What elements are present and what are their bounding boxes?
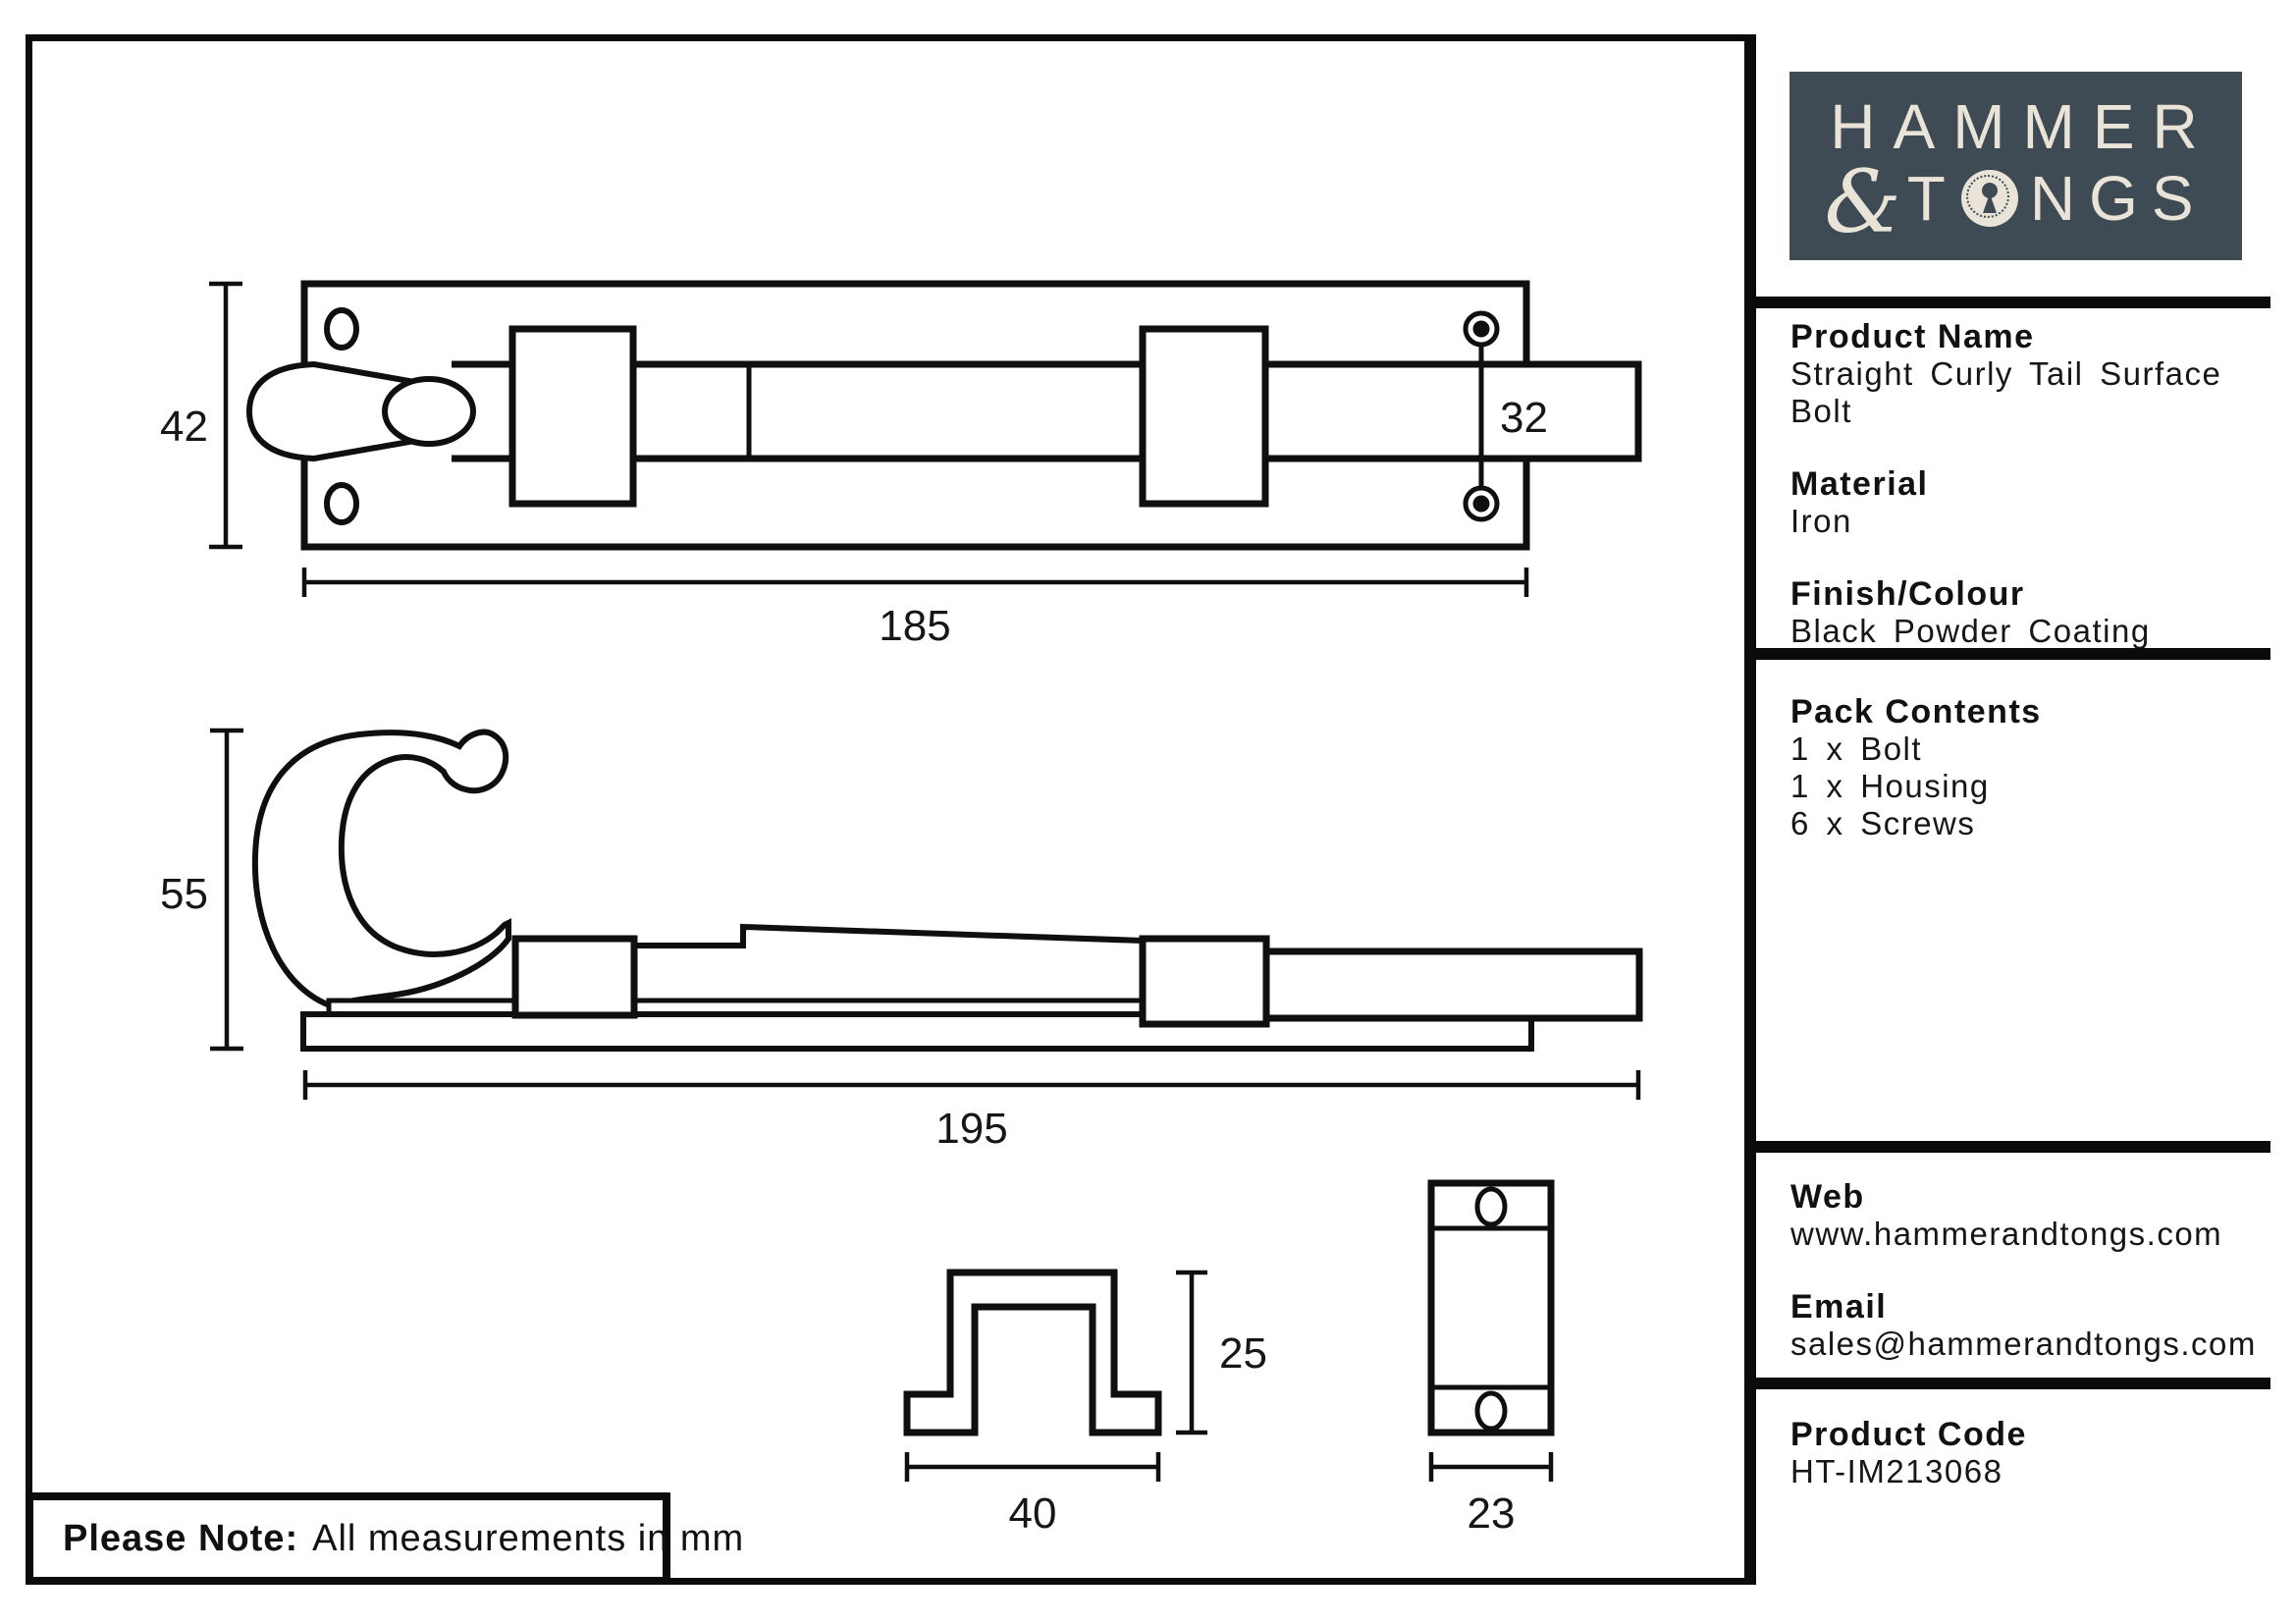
dim-40-label: 40 <box>1008 1489 1057 1538</box>
note-label: Please Note: <box>63 1517 299 1559</box>
web-group <box>1790 1178 2251 1253</box>
web-label: Web <box>1790 1178 1865 1216</box>
dim-23-label: 23 <box>1467 1489 1516 1538</box>
product-code-label: Product Code <box>1790 1416 2027 1453</box>
finish-value: Black Powder Coating <box>1790 613 2151 649</box>
dim-32-label: 32 <box>1500 394 1548 442</box>
pack-contents-label: Pack Contents <box>1790 693 2042 731</box>
material-label: Material <box>1790 465 1929 503</box>
product-name-label: Product Name <box>1790 318 2035 355</box>
finish-group <box>1790 575 2251 650</box>
product-name-group <box>1790 318 2251 430</box>
dim-25-label: 25 <box>1219 1329 1267 1378</box>
brand-line2 <box>1824 151 2208 252</box>
top-view-knob-cap <box>385 379 473 444</box>
email-value: sales@hammerandtongs.com <box>1790 1326 2257 1362</box>
keeper-view <box>1431 1183 1551 1482</box>
housing-view <box>907 1272 1207 1482</box>
brand-line1: HAMMER <box>1830 91 2216 162</box>
pack-contents-section <box>1756 648 2270 1141</box>
sidebar <box>1744 34 2270 1585</box>
curly-tail <box>255 732 508 1005</box>
brand-line2-post: NGS <box>2029 163 2208 234</box>
side-view-guide-block-left <box>515 939 634 1015</box>
measurement-note <box>26 1492 745 1585</box>
material-group <box>1790 465 2251 540</box>
pack-item: 6 x Screws <box>1790 805 1976 841</box>
pack-item: 1 x Housing <box>1790 768 1990 804</box>
web-value: www.hammerandtongs.com <box>1790 1216 2223 1252</box>
brand-section <box>1756 34 2270 297</box>
note-text: All measurements in mm <box>312 1517 745 1559</box>
product-code-value: HT-IM213068 <box>1790 1453 2003 1489</box>
keyhole-icon <box>1961 170 2018 227</box>
dim-185-label: 185 <box>879 602 951 650</box>
top-view-guide-block-right <box>1143 329 1265 504</box>
side-view-rod-end <box>1266 951 1639 1018</box>
pack-item: 1 x Bolt <box>1790 731 1923 767</box>
material-value: Iron <box>1790 503 1852 539</box>
side-view-rod-taper <box>634 927 1143 946</box>
brand-logo <box>1789 72 2242 260</box>
screw-head-top-right <box>1473 321 1490 338</box>
side-view-guide-block-right <box>1143 939 1266 1024</box>
top-view-guide-block-left <box>512 329 633 504</box>
contact-section <box>1756 1141 2270 1378</box>
ampersand-glyph: & <box>1824 151 1901 252</box>
finish-label: Finish/Colour <box>1790 575 2025 613</box>
product-name-value: Straight Curly Tail Surface Bolt <box>1790 355 2222 429</box>
dim-42-label: 42 <box>160 403 208 451</box>
side-view <box>210 731 1639 1100</box>
brand-line2-pre: T <box>1906 163 1959 234</box>
top-view <box>209 284 1638 597</box>
dim-195-label: 195 <box>935 1105 1008 1153</box>
keyhole-tail <box>1983 193 1997 213</box>
email-label: Email <box>1790 1288 1888 1326</box>
product-info-section <box>1756 297 2270 648</box>
housing-outline <box>907 1272 1158 1433</box>
screw-head-bottom-right <box>1473 496 1490 513</box>
dim-55-label: 55 <box>160 870 208 918</box>
product-code-section <box>1756 1378 2270 1538</box>
email-group <box>1790 1288 2257 1363</box>
